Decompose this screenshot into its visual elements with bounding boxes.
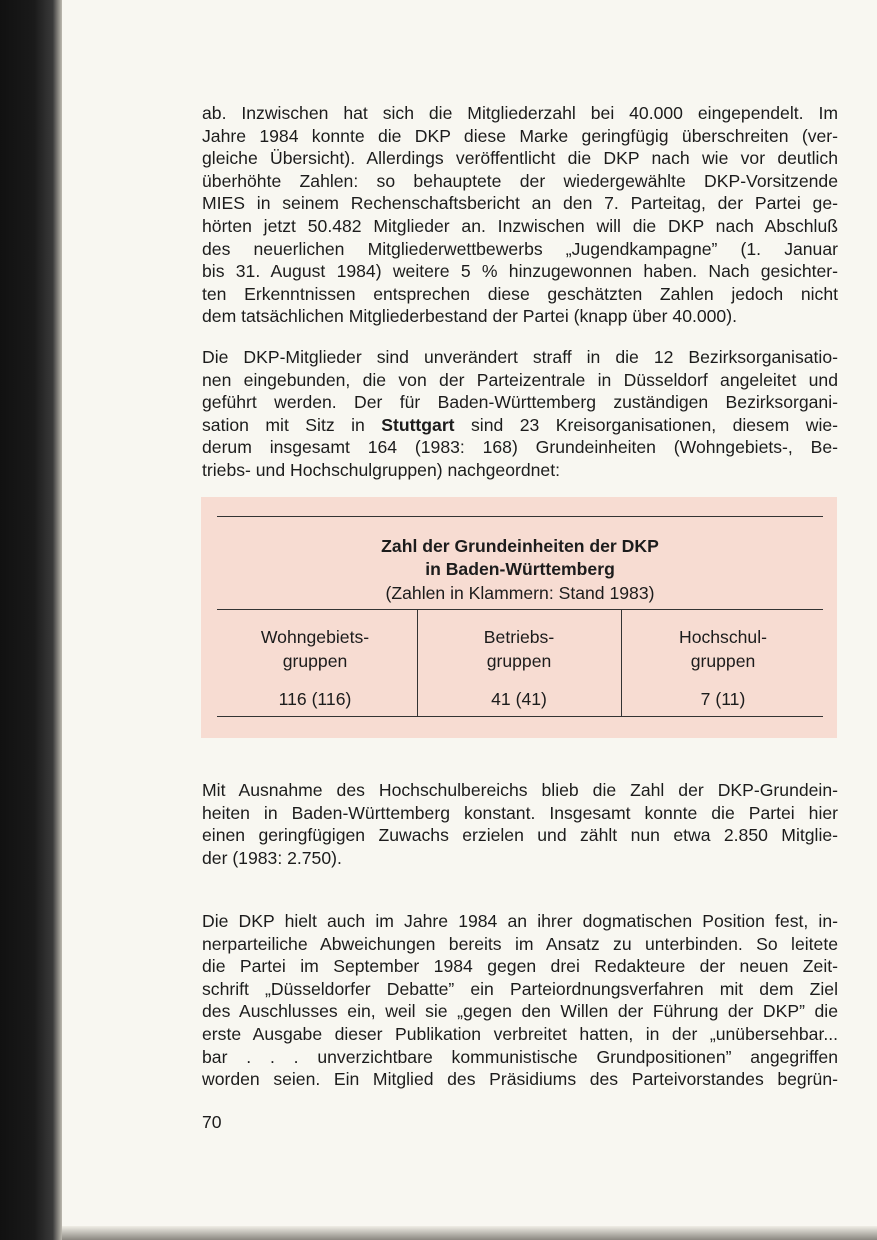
table-title xyxy=(217,535,823,581)
text-line: die Partei im September 1984 gegen drei Redakteure der neuen Zeit- xyxy=(202,956,838,977)
text-line xyxy=(202,414,838,437)
text-line: nen eingebunden, die von der Parteizentrale in Düsseldorf angeleitet und xyxy=(202,369,838,390)
text-line: der (1983: 2.750). xyxy=(202,847,342,868)
text-line: bar . . . unverzichtbare kommunistische Grundpositionen” angegriffen xyxy=(202,1046,838,1067)
column-heading: Hochschul- xyxy=(678,627,767,647)
paragraph-growth xyxy=(202,779,838,869)
text-line: derum insgesamt 164 (1983: 168) Grundeinheiten (Wohngebiets-, Be- xyxy=(202,437,838,458)
location-stuttgart: Stuttgart xyxy=(381,414,455,435)
text-line: dem tatsächlichen Mitgliederbestand der Partei (knapp über 40.000). xyxy=(202,306,737,327)
column-heading: gruppen xyxy=(282,651,348,671)
text-line: gleiche Übersicht). Allerdings veröffentlicht die DKP nach wie vor deutlich xyxy=(202,148,838,169)
text-line: einen geringfügigen Zuwachs erzielen und zählt nun etwa 2.850 Mitglie- xyxy=(202,825,838,846)
text-line: Die DKP hielt auch im Jahre 1984 an ihrer dogmatischen Position fest, in- xyxy=(202,911,838,931)
paragraph-organisation xyxy=(202,346,838,482)
text-line: ab. Inzwischen hat sich die Mitgliederzahl bei 40.000 eingependelt. Im xyxy=(202,103,838,123)
text-line: nerparteiliche Abweichungen bereits im Ansatz zu unterbinden. So leitete xyxy=(202,933,838,954)
page-number: 70 xyxy=(202,1112,222,1132)
text-line: ten Erkenntnissen entsprechen diese geschätzten Zahlen jedoch nicht xyxy=(202,283,838,304)
cell-value: 7 (11) xyxy=(700,689,746,709)
text-line: geführt werden. Der für Baden-Württemberg zuständigen Bezirksorgani- xyxy=(202,392,838,413)
table-cell-betrieb xyxy=(417,625,621,711)
text-line: heiten in Baden-Württemberg konstant. Insgesamt konnte die Partei hier xyxy=(202,802,838,823)
column-heading: gruppen xyxy=(486,651,552,671)
paragraph-dogmatic-position xyxy=(202,910,838,1091)
text-line: bis 31. August 1984) weitere 5 % hinzugewonnen haben. Nach gesichter- xyxy=(202,261,838,282)
text-line: erste Ausgabe dieser Publikation verbreitet hatten, in der „unübersehbar... xyxy=(202,1023,838,1044)
column-heading: Wohngebiets- xyxy=(260,627,370,647)
text-line: des neuerlichen Mitgliederwettbewerbs „Jugendkampagne” (1. Januar xyxy=(202,238,838,259)
paragraph-membership xyxy=(202,102,838,328)
column-heading: Betriebs- xyxy=(483,627,555,647)
text-fragment: sation mit Sitz in xyxy=(202,414,382,435)
text-line: des Auschlusses ein, weil sie „gegen den Willen der Führung der DKP” die xyxy=(202,1001,838,1022)
text-line: überhöhte Zahlen: so behauptete der wiedergewählte DKP-Vorsitzende xyxy=(202,170,838,191)
text-line: worden seien. Ein Mitglied des Präsidiums des Parteivorstandes begrün- xyxy=(202,1069,838,1090)
text-line: triebs- und Hochschulgruppen) nachgeordnet: xyxy=(202,459,560,480)
table-subtitle: (Zahlen in Klammern: Stand 1983) xyxy=(385,583,655,603)
text-line: Mit Ausnahme des Hochschulbereichs blieb die Zahl der DKP-Grundein- xyxy=(202,780,838,800)
table-top-rule xyxy=(217,516,823,517)
book-spine-shadow xyxy=(0,0,62,1240)
text-line: MIES in seinem Rechenschaftsbericht an den 7. Parteitag, der Partei ge- xyxy=(202,193,838,214)
cell-value: 116 (116) xyxy=(278,689,352,709)
table-header-rule xyxy=(217,609,823,610)
grundeinheiten-table xyxy=(201,497,837,738)
table-title-line: Zahl der Grundeinheiten der DKP xyxy=(381,536,659,556)
text-line: Jahre 1984 konnte die DKP diese Marke geringfügig überschreiten (ver- xyxy=(202,125,838,146)
table-cell-hochschul xyxy=(621,625,825,711)
table-bottom-rule xyxy=(217,716,823,717)
text-line: hörten jetzt 50.482 Mitglieder an. Inzwischen will die DKP nach Abschluß xyxy=(202,215,838,236)
table-cell-wohngebiet xyxy=(213,625,417,711)
text-fragment: sind 23 Kreisorganisationen, diesem wie- xyxy=(454,414,838,435)
text-line: Die DKP-Mitglieder sind unverändert straff in die 12 Bezirksorganisatio- xyxy=(202,347,838,367)
text-line: schrift „Düsseldorfer Debatte” ein Parteiordnungsverfahren mit dem Ziel xyxy=(202,978,838,999)
page-bottom-edge xyxy=(62,1226,877,1240)
column-heading: gruppen xyxy=(690,651,756,671)
table-title-line: in Baden-Württemberg xyxy=(425,559,615,579)
cell-value: 41 (41) xyxy=(491,689,547,709)
